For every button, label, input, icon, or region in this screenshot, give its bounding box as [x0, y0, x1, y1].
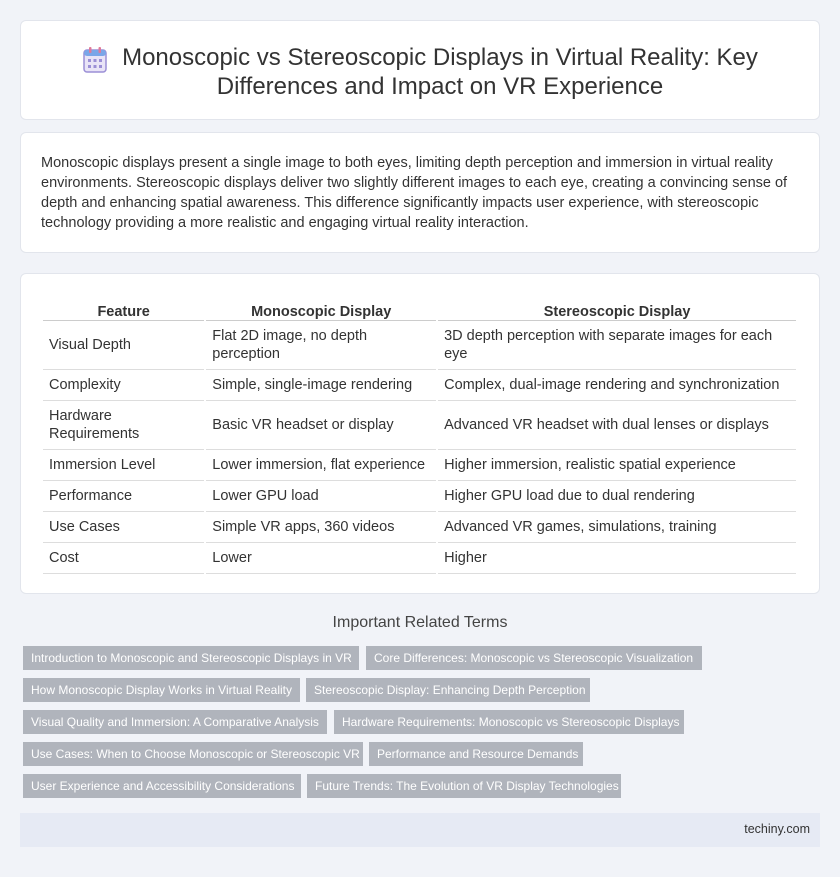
table-row [43, 512, 796, 543]
related-term-tag[interactable]: Core Differences: Monoscopic vs Stereoscopic Visualization [366, 646, 702, 670]
monoscopic-cell: Simple VR apps, 360 videos [206, 512, 436, 543]
table-row [43, 481, 796, 512]
monoscopic-cell: Lower GPU load [206, 481, 436, 512]
monoscopic-cell: Basic VR headset or display [206, 401, 436, 450]
related-term-tag[interactable]: How Monoscopic Display Works in Virtual Reality [23, 678, 300, 702]
table-row [43, 401, 796, 450]
feature-cell: Hardware Requirements [43, 401, 204, 450]
feature-cell: Use Cases [43, 512, 204, 543]
stereoscopic-cell: 3D depth perception with separate images for each eye [438, 321, 796, 370]
monoscopic-cell: Lower immersion, flat experience [206, 450, 436, 481]
title-card [20, 20, 820, 120]
feature-cell: Immersion Level [43, 450, 204, 481]
related-term-tag[interactable]: Introduction to Monoscopic and Stereoscopic Displays in VR [23, 646, 359, 670]
related-term-tag[interactable]: Stereoscopic Display: Enhancing Depth Perception [306, 678, 590, 702]
monoscopic-cell: Lower [206, 543, 436, 574]
stereoscopic-cell: Higher GPU load due to dual rendering [438, 481, 796, 512]
comparison-table [41, 294, 798, 574]
comparison-card [20, 273, 820, 594]
monoscopic-cell: Flat 2D image, no depth perception [206, 321, 436, 370]
intro-paragraph: Monoscopic displays present a single image to both eyes, limiting depth perception and immersion in virtual reality environments. Stereoscopic displays deliver two slightly different images to each eye, creating a convincing sense of depth and enhancing spatial awareness. This difference significantly impacts user experience, with stereoscopic technology providing a more realistic and engaging virtual reality interaction. [41, 155, 788, 231]
related-term-tag[interactable]: Future Trends: The Evolution of VR Display Technologies [307, 774, 621, 798]
table-row [43, 450, 796, 481]
related-term-tag[interactable]: Hardware Requirements: Monoscopic vs Stereoscopic Displays [334, 710, 684, 734]
header-monoscopic: Monoscopic Display [206, 294, 436, 321]
stereoscopic-cell: Higher immersion, realistic spatial experience [438, 450, 796, 481]
site-credit[interactable]: techiny.com [744, 822, 810, 836]
stereoscopic-cell: Advanced VR headset with dual lenses or displays [438, 401, 796, 450]
table-row [43, 370, 796, 401]
stereoscopic-cell: Higher [438, 543, 796, 574]
monoscopic-cell: Simple, single-image rendering [206, 370, 436, 401]
feature-cell: Performance [43, 481, 204, 512]
header-stereoscopic: Stereoscopic Display [438, 294, 796, 321]
footer [20, 813, 820, 847]
related-term-tag[interactable]: User Experience and Accessibility Considerations [23, 774, 301, 798]
table-row [43, 543, 796, 574]
feature-cell: Visual Depth [43, 321, 204, 370]
stereoscopic-cell: Advanced VR games, simulations, training [438, 512, 796, 543]
table-row [43, 321, 796, 370]
related-term-tag[interactable]: Use Cases: When to Choose Monoscopic or Stereoscopic VR [23, 742, 363, 766]
stereoscopic-cell: Complex, dual-image rendering and synchronization [438, 370, 796, 401]
related-terms-title: Important Related Terms [332, 614, 508, 631]
related-term-tag[interactable]: Performance and Resource Demands [369, 742, 583, 766]
related-term-tag[interactable]: Visual Quality and Immersion: A Comparative Analysis [23, 710, 327, 734]
feature-cell: Complexity [43, 370, 204, 401]
header-feature: Feature [43, 294, 204, 321]
intro-card [20, 132, 820, 253]
feature-cell: Cost [43, 543, 204, 574]
page-title: Monoscopic vs Stereoscopic Displays in Virtual Reality: Key Differences and Impact on VR Experience [122, 44, 758, 100]
